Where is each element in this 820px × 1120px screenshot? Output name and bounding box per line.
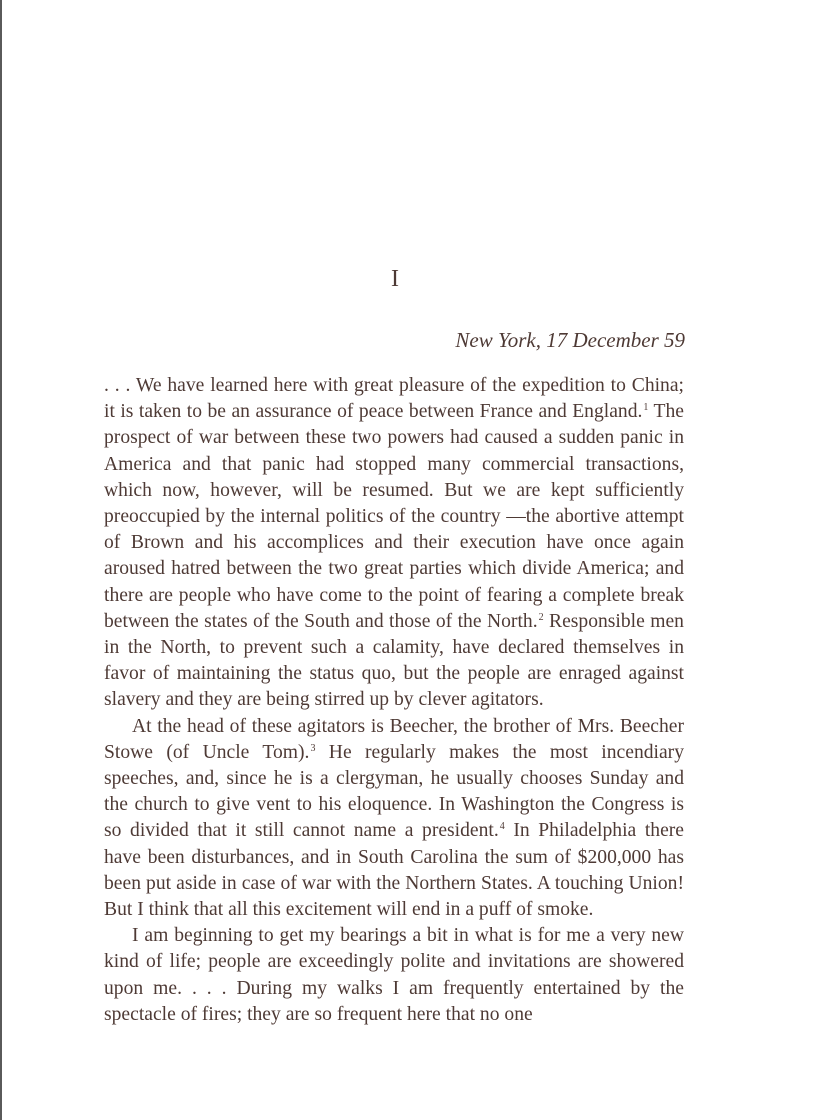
paragraph-1-text-1: . . . We have learned here with great pleasure of the expedition to China; it is taken to be an assurance of peace between France and England. — [104, 375, 684, 423]
paragraph-1 — [104, 373, 684, 714]
paragraph-2-text-1: At the head of these agitators is Beecher, the brother of Mrs. Beecher Stowe (of Uncle Tom). — [104, 715, 684, 763]
letter-dateline: New York, 17 December 59 — [455, 328, 685, 352]
paragraph-2-text-2: He regularly makes the most incendiary speeches, and, since he is a clergyman, he usually chooses Sunday and the church to give vent to his eloquence. In Washington the Congress is so divided that it still cannot name a president. — [104, 741, 684, 842]
letter-body — [104, 373, 684, 1028]
paragraph-3-text-1: I am beginning to get my bearings a bit in what is for me a very new kind of life; people are exceedingly polite and invitations are showered upon me. . . . During my walks I am frequently entertained by the spectacle of fires; they are so frequent here that no one — [104, 925, 684, 1025]
paragraph-2 — [104, 714, 684, 924]
paragraph-2-text-3: In Philadelphia there have been disturbances, and in South Carolina the sum of $200,000 has been put aside in case of war with the Northern States. A touching Union! But I think that all this excitement will end in a puff of smoke. — [104, 820, 684, 921]
paragraph-1-text-2: The prospect of war between these two powers had caused a sudden panic in America and that panic had stopped many commercial transactions, which now, however, will be resumed. But we are kept sufficiently preoccupied by the internal politics of the country —the abortive attempt of Brown and his accomplices and their execution have once again aroused hatred between the two great parties which divide America; and there are people who have come to the point of fearing a complete break between the states of the South and those of the North. — [104, 401, 685, 632]
paragraph-1-text-3: Responsible men in the North, to prevent such a calamity, have declared themselves in favor of maintaining the status quo, but the people are enraged against slavery and they are being stirred up by clever agitators. — [104, 610, 684, 711]
footnote-ref-3[interactable]: 3 — [310, 742, 316, 754]
footnote-ref-2[interactable]: 2 — [538, 611, 544, 623]
chapter-number: I — [391, 266, 399, 292]
footnote-ref-4[interactable]: 4 — [499, 821, 505, 833]
footnote-ref-1[interactable]: 1 — [643, 402, 649, 414]
page-edge-line — [0, 0, 2, 1120]
paragraph-3 — [104, 923, 684, 1028]
